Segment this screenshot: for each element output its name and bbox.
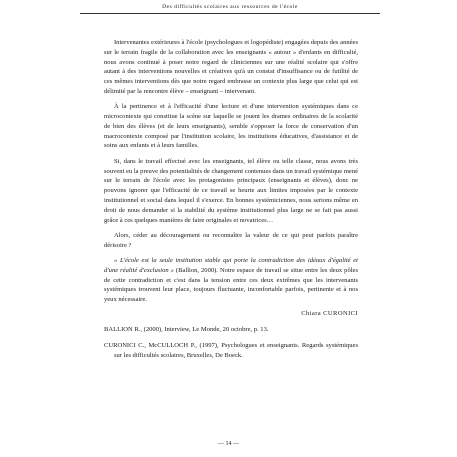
running-head: Des difficultés scolaires aux ressources de l'école: [162, 4, 298, 10]
paragraph-1: Intervenantes extérieures à l'école (psychologues et logopédiste) engagées depuis des années sur le terrain fragile de la collaboration avec les enseignants « autour » d'enfants en difficulté, nous avons continué à poser notre regard de cliniciennes sur une réalité scolaire qui s'offre autant à des interventions nouvelles et créatives qu'à un constat d'insuffisance ou de futilité de ces mêmes interventions dès que notre regard embrasse un contexte plus large que celui qui est délimité par la rencontre élève – enseignant – intervenant.: [104, 39, 358, 95]
quote-italic: « L'école est la seule institution stable qui porte la contradiction des idéaux d'égalité et d'une réalité d'exclusion »: [104, 256, 358, 274]
paragraph-4: Alors, céder au découragement ou reconnaître la valeur de ce qui peut parfois paraître dérisoire ?: [104, 231, 358, 249]
paragraph-3: Si, dans le travail effectué avec les enseignants, tel élève ou telle classe, nous avons très souvent eu la preuve des potentialités de changement contenues dans un travail systémique mené sur le terrain de l'école avec les protagonistes principaux (enseignants et élèves), donc ne pouvons ignorer que l'efficacité de ce travail se heurte aux limites imposées par le contexte institutionnel et social dans lequel il s'exerce. En bonnes systémiciennes, nous serions même en droit de nous demander si la stabilité du système institutionnel plus large ne se fait pas aussi grâce à ces quelques manières de faire originales et novatrices…: [104, 157, 358, 224]
paragraph-2: À la pertinence et à l'efficacité d'une lecture et d'une intervention systémiques dans ce microcontexte qui constitue la scène sur laquelle se jouent les drames ordinaires de la scolarité de bien des élèves (et de leurs enseignants), semble s'opposer la force de conservation d'un macrocontexte composé par l'institution scolaire, les institutions éducatives, d'assistance et de soins aux enfants et à leurs familles.: [104, 103, 358, 150]
page-number: — 14 —: [218, 441, 239, 447]
reference-2: CURONICI C., McCULLOCH P., (1997), Psychologues et enseignants. Regards systémiques sur les difficultés scolaires, Bruxelles, De Boeck.: [104, 342, 358, 359]
references: [104, 325, 358, 360]
author-signature: Chiara CURONICI: [301, 310, 358, 318]
reference-1: BALLION R., (2000), Interview, Le Monde, 20 octobre, p. 13.: [104, 326, 269, 334]
article-body: [104, 38, 358, 367]
quote-paragraph: [104, 256, 358, 305]
quote-rest: (Ballion, 2000). Notre espace de travail se situe entre les deux pôles de cette contradiction et c'est dans la tension entre ces deux extrêmes que les intervenants systémiques trouvent leur place, toujours fluctuante, inconfortable parfois, pertinente et à nos yeux nécessaire.: [104, 266, 359, 304]
header-rule: [80, 13, 380, 14]
